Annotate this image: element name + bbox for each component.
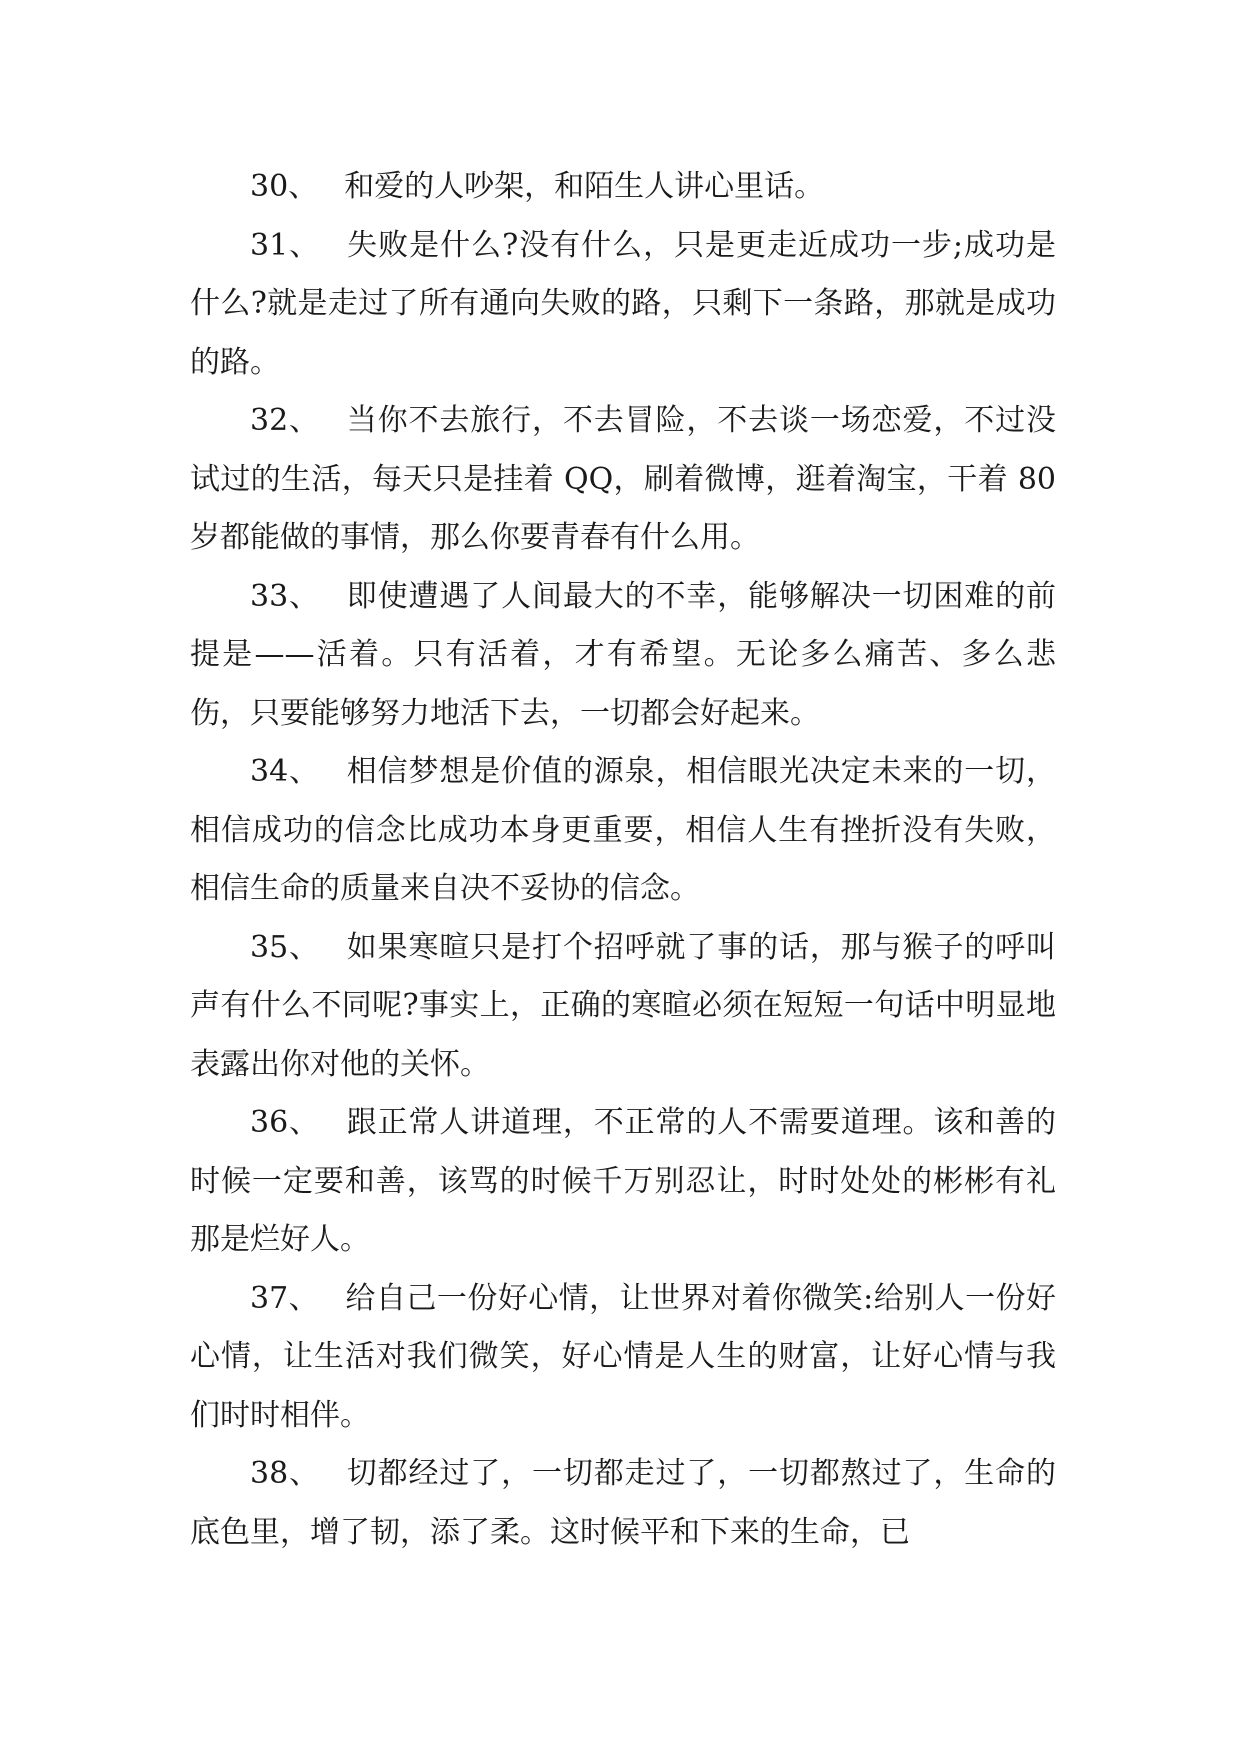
item-text: 当你不去旅行，不去冒险，不去谈一场恋爱，不过没试过的生活，每天只是挂着 QQ，刷着微博，逛着淘宝，干着 80 岁都能做的事情，那么你要青春有什么用。	[190, 403, 1056, 555]
item-text: 失败是什么?没有什么，只是更走近成功一步;成功是什么?就是走过了所有通向失败的路，只剩下一条路，那就是成功的路。	[190, 227, 1056, 380]
item-number: 31、	[250, 227, 321, 263]
list-item	[190, 392, 1056, 568]
item-text: 相信梦想是价值的源泉，相信眼光决定未来的一切，相信成功的信念比成功本身更重要，相信人生有挫折没有失败，相信生命的质量来自决不妥协的信念。	[190, 754, 1056, 906]
item-text: 给自己一份好心情，让世界对着你微笑:给别人一份好心情，让生活对我们微笑，好心情是人生的财富，让好心情与我们时时相伴。	[190, 1280, 1056, 1433]
item-number: 38、	[250, 1456, 320, 1491]
list-item	[190, 217, 1056, 393]
list-item	[190, 1094, 1056, 1270]
item-number: 34、	[250, 754, 320, 789]
list-item	[190, 1270, 1056, 1446]
item-number: 33、	[250, 578, 320, 614]
document-body	[190, 158, 1056, 1562]
item-text: 切都经过了，一切都走过了，一切都熬过了，生命的底色里，增了韧，添了柔。这时候平和下来的生命，已	[190, 1456, 1056, 1550]
item-number: 37、	[250, 1280, 320, 1316]
list-item	[190, 919, 1056, 1095]
item-number: 36、	[250, 1105, 320, 1140]
item-text: 即使遭遇了人间最大的不幸，能够解决一切困难的前提是——活着。只有活着，才有希望。无论多么痛苦、多么悲伤，只要能够努力地活下去，一切都会好起来。	[190, 578, 1056, 731]
item-text: 和爱的人吵架，和陌生人讲心里话。	[344, 169, 825, 204]
item-number: 30、	[250, 169, 319, 204]
item-number: 35、	[250, 929, 320, 965]
item-text: 如果寒暄只是打个招呼就了事的话，那与猴子的呼叫声有什么不同呢?事实上，正确的寒暄必须在短短一句话中明显地表露出你对他的关怀。	[190, 929, 1056, 1082]
list-item	[190, 158, 1056, 217]
item-text: 跟正常人讲道理，不正常的人不需要道理。该和善的时候一定要和善，该骂的时候千万别忍让，时时处处的彬彬有礼那是烂好人。	[190, 1105, 1056, 1257]
item-number: 32、	[250, 403, 320, 438]
list-item	[190, 743, 1056, 919]
list-item	[190, 568, 1056, 744]
list-item	[190, 1445, 1056, 1562]
